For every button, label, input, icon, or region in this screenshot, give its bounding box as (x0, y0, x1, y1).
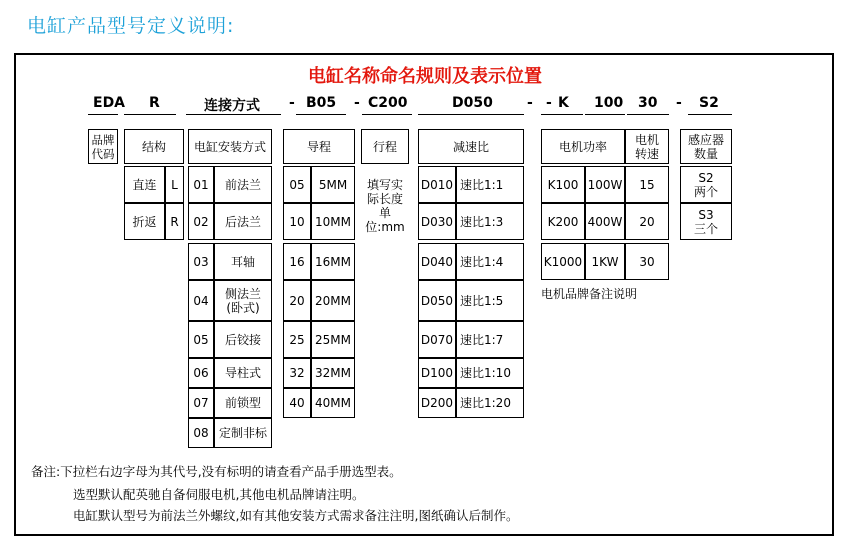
code-r: R (149, 95, 160, 111)
mounting-row-name: 前锁型 (214, 388, 272, 418)
code-k-underline (541, 114, 583, 115)
lead-row-code: 25 (283, 321, 311, 358)
code-c200: C200 (368, 95, 408, 111)
lead-row-code: 32 (283, 358, 311, 388)
ratio-row-code: D070 (418, 321, 456, 358)
code-r-underline (124, 114, 176, 115)
structure-header: 结构 (124, 129, 184, 164)
mounting-row-code: 08 (188, 418, 214, 448)
motor-power-header: 电机功率 (541, 129, 625, 164)
code-dash2: - (354, 95, 360, 111)
lead-row-value: 25MM (311, 321, 355, 358)
note-line-1: 备注:下拉栏右边字母为其代号,没有标明的请查看产品手册选型表。 (31, 464, 402, 479)
code-mount: 连接方式 (204, 98, 260, 114)
lead-row-value: 20MM (311, 280, 355, 321)
ratio-row-code: D100 (418, 358, 456, 388)
lead-row-value: 40MM (311, 388, 355, 418)
mounting-row-code: 04 (188, 280, 214, 321)
code-d050-underline (418, 114, 524, 115)
note-line-3: 电缸默认型号为前法兰外螺纹,如有其他安装方式需求备注注明,图纸确认后制作。 (73, 508, 519, 523)
mounting-row-code: 05 (188, 321, 214, 358)
lead-row-code: 16 (283, 243, 311, 280)
lead-row-code: 05 (283, 166, 311, 203)
code-dash5: - (676, 95, 682, 111)
code-dash3: - (546, 95, 552, 111)
stroke-header: 行程 (361, 129, 409, 164)
code-k: K (558, 95, 569, 111)
structure-row-code: L (165, 166, 184, 203)
sensor-row-code: S2 (698, 170, 714, 185)
mounting-header: 电缸安装方式 (188, 129, 272, 164)
ratio-row-code: D010 (418, 166, 456, 203)
code-s2: S2 (699, 95, 719, 111)
code-eda-underline (88, 114, 118, 115)
structure-row-code: R (165, 203, 184, 240)
lead-row-value: 5MM (311, 166, 355, 203)
sensor-row-desc: 两个 (693, 184, 718, 199)
motor-row-speed: 30 (625, 243, 669, 280)
ratio-row-code: D200 (418, 388, 456, 418)
motor-speed-header: 电机转速 (625, 129, 669, 164)
code-k100-underline (585, 114, 625, 115)
code-mount-underline (186, 114, 281, 115)
mounting-row-name: 后铰接 (214, 321, 272, 358)
ratio-row-value: 速比1:7 (456, 321, 524, 358)
ratio-header: 减速比 (418, 129, 524, 164)
motor-note: 电机品牌备注说明 (541, 287, 638, 301)
code-d050: D050 (452, 95, 493, 111)
sensor-row (680, 203, 732, 240)
mounting-row-name: 导柱式 (214, 358, 272, 388)
sensor-row-desc: 三个 (693, 221, 718, 236)
motor-row-power: 100W (585, 166, 625, 203)
motor-row-speed: 15 (625, 166, 669, 203)
motor-row-code: K100 (541, 166, 585, 203)
note-line-2: 选型默认配英驰自备伺服电机,其他电机品牌请注明。 (73, 487, 365, 502)
ratio-row-value: 速比1:20 (456, 388, 524, 418)
motor-row-code: K1000 (541, 243, 585, 280)
code-c200-underline (362, 114, 412, 115)
lead-row-value: 10MM (311, 203, 355, 240)
structure-row-name: 折返 (124, 203, 165, 240)
code-eda: EDA (93, 95, 126, 111)
code-dash1: - (289, 95, 295, 111)
code-dash4: - (527, 95, 533, 111)
code-b05: B05 (306, 95, 337, 111)
mounting-row-code: 01 (188, 166, 214, 203)
mounting-row-code: 06 (188, 358, 214, 388)
ratio-row-value: 速比1:5 (456, 280, 524, 321)
motor-row-code: K200 (541, 203, 585, 240)
mounting-row-code: 02 (188, 203, 214, 240)
motor-row-power: 400W (585, 203, 625, 240)
mounting-row-name: 耳轴 (214, 243, 272, 280)
lead-row-code: 20 (283, 280, 311, 321)
mounting-row-name: 侧法兰(卧式) (214, 280, 272, 321)
ratio-row-code: D040 (418, 243, 456, 280)
motor-row-speed: 20 (625, 203, 669, 240)
lead-row-code: 10 (283, 203, 311, 240)
code-k30-underline (627, 114, 669, 115)
lead-header: 导程 (283, 129, 355, 164)
brand-header: 品牌代码 (88, 129, 118, 164)
code-b05-underline (296, 114, 346, 115)
spec-title: 电缸名称命名规则及表示位置 (308, 66, 542, 87)
mounting-row-code: 03 (188, 243, 214, 280)
page-heading: 电缸产品型号定义说明: (27, 15, 235, 37)
lead-row-value: 16MM (311, 243, 355, 280)
structure-row-name: 直连 (124, 166, 165, 203)
mounting-row-name: 后法兰 (214, 203, 272, 240)
sensor-row (680, 166, 732, 203)
ratio-row-code: D030 (418, 203, 456, 240)
code-k30: 30 (638, 95, 658, 111)
sensor-header: 感应器数量 (680, 129, 732, 164)
ratio-row-value: 速比1:10 (456, 358, 524, 388)
code-k100: 100 (594, 95, 624, 111)
code-s2-underline (688, 114, 732, 115)
mounting-row-name: 定制非标 (214, 418, 272, 448)
stroke-note: 填写实际长度单位:mm (365, 178, 405, 234)
ratio-row-value: 速比1:1 (456, 166, 524, 203)
mounting-row-code: 07 (188, 388, 214, 418)
lead-row-code: 40 (283, 388, 311, 418)
sensor-row-code: S3 (698, 207, 714, 222)
lead-row-value: 32MM (311, 358, 355, 388)
mounting-row-name: 前法兰 (214, 166, 272, 203)
ratio-row-value: 速比1:3 (456, 203, 524, 240)
ratio-row-code: D050 (418, 280, 456, 321)
ratio-row-value: 速比1:4 (456, 243, 524, 280)
motor-row-power: 1KW (585, 243, 625, 280)
